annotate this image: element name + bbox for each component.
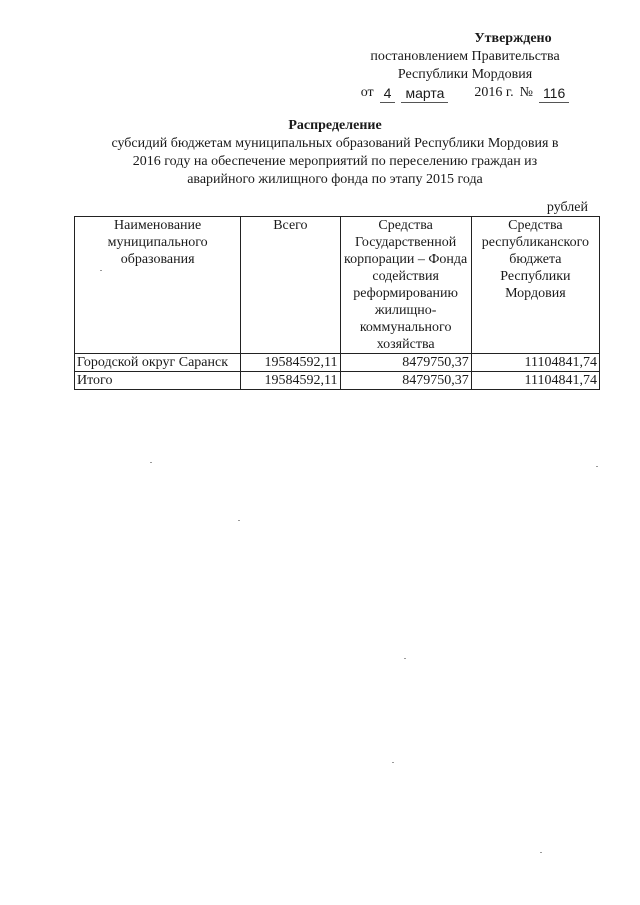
approval-stamp xyxy=(330,30,600,103)
scan-speck xyxy=(404,658,406,659)
scan-speck xyxy=(100,270,102,271)
cell-fund: 8479750,37 xyxy=(340,372,471,390)
heading-line-3: аварийного жилищного фонда по этапу 2015 года xyxy=(187,172,483,187)
heading-line-2: 2016 году на обеспечение мероприятий по переселению граждан из xyxy=(132,154,538,169)
scan-speck xyxy=(540,852,542,853)
document-heading xyxy=(70,117,600,189)
date-day: 4 xyxy=(380,84,396,103)
currency-units: рублей xyxy=(546,200,588,215)
header-republic: Средства республиканского бюджета Республики Мордовия xyxy=(471,217,599,354)
scan-speck xyxy=(392,762,394,763)
heading-line-1: субсидий бюджетам муниципальных образований Республики Мордовия в xyxy=(111,136,559,151)
table-header-row xyxy=(75,217,600,354)
date-month: марта xyxy=(401,84,448,103)
cell-total: 19584592,11 xyxy=(241,354,340,372)
document-title: Распределение xyxy=(288,118,382,133)
number-sign: № xyxy=(519,85,533,100)
approval-title: Утверждено xyxy=(474,31,552,46)
table-row-total xyxy=(75,372,600,390)
scan-speck xyxy=(150,462,152,463)
header-name: Наименование муниципального образования xyxy=(75,217,241,354)
scan-speck xyxy=(596,466,598,467)
approval-line-2: Республики Мордовия xyxy=(397,67,533,82)
cell-name: Городской округ Саранск xyxy=(75,354,241,372)
distribution-table xyxy=(74,216,600,390)
date-prefix: от xyxy=(360,85,374,100)
date-year: 2016 г. xyxy=(474,85,514,100)
approval-line-1: постановлением Правительства xyxy=(370,49,560,64)
cell-fund: 8479750,37 xyxy=(340,354,471,372)
cell-republic: 11104841,74 xyxy=(471,372,599,390)
cell-total: 19584592,11 xyxy=(241,372,340,390)
header-total: Всего xyxy=(241,217,340,354)
decree-number: 116 xyxy=(539,84,569,103)
approval-date-line xyxy=(330,84,600,103)
cell-name: Итого xyxy=(75,372,241,390)
cell-republic: 11104841,74 xyxy=(471,354,599,372)
table-row xyxy=(75,354,600,372)
header-fund: Средства Государственной корпорации – Фонда содействия реформированию жилищно-коммунального хозяйства xyxy=(340,217,471,354)
scan-speck xyxy=(238,520,240,521)
